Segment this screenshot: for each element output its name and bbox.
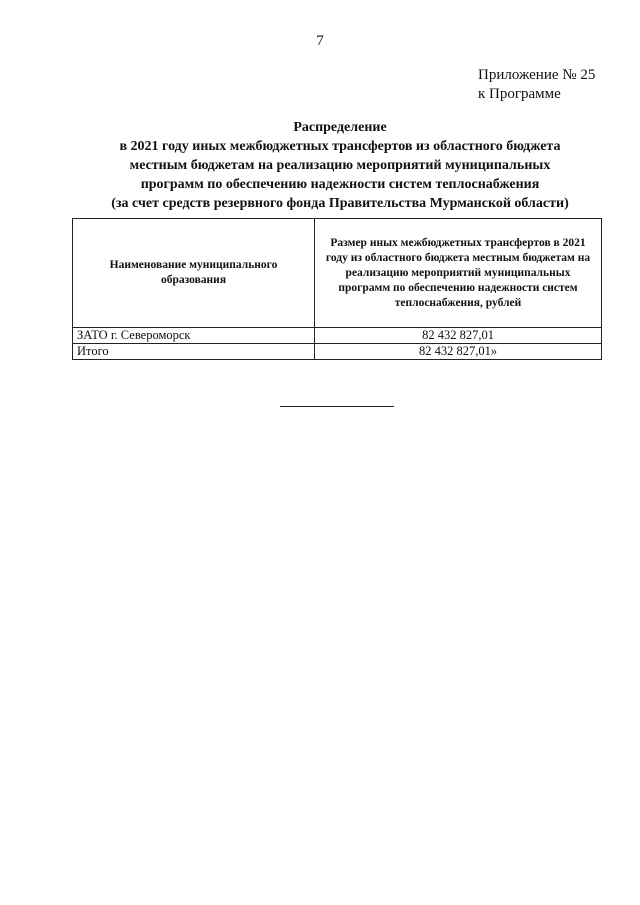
- document-title: [60, 118, 620, 213]
- total-amount: 82 432 827,01»: [315, 344, 602, 360]
- table-row: [73, 328, 602, 344]
- page-number: 7: [316, 33, 324, 49]
- header-municipality: Наименование муниципального образования: [73, 219, 315, 328]
- appendix-program: к Программе: [478, 86, 561, 102]
- closing-divider: [280, 406, 394, 407]
- total-label: Итого: [73, 344, 315, 360]
- row-amount: 82 432 827,01: [315, 328, 602, 344]
- appendix-reference: [478, 66, 595, 104]
- header-amount: Размер иных межбюджетных трансфертов в 2021 году из областного бюджета местным бюджетам на реализацию мероприятий муниципальных программ по обеспечению надежности систем теплоснабжения, рублей: [315, 219, 602, 328]
- title-line-3: местным бюджетам на реализацию мероприятий муниципальных: [129, 158, 551, 173]
- title-line-2: в 2021 году иных межбюджетных трансфертов из областного бюджета: [119, 139, 561, 154]
- table-header-row: [73, 219, 602, 328]
- distribution-table: [72, 218, 602, 360]
- table-total-row: [73, 344, 602, 360]
- row-municipality-name: ЗАТО г. Североморск: [73, 328, 315, 344]
- appendix-number: Приложение № 25: [478, 67, 596, 83]
- title-line-5: (за счет средств резервного фонда Правительства Мурманской области): [111, 196, 569, 211]
- title-line-4: программ по обеспечению надежности систем теплоснабжения: [140, 177, 540, 192]
- title-line-1: Распределение: [293, 120, 387, 135]
